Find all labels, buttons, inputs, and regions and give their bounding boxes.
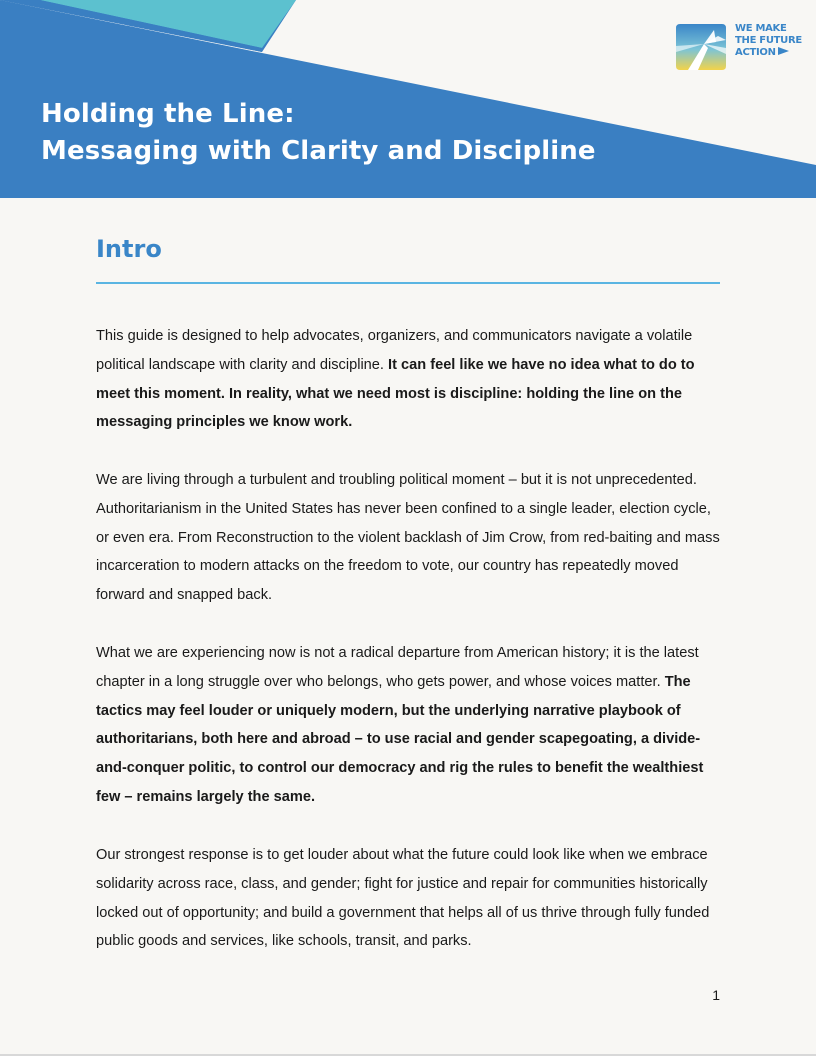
logo-line-3-text: ACTION — [735, 47, 776, 58]
title-line-2: Messaging with Clarity and Discipline — [41, 136, 596, 166]
intro-paragraph-1-emphasis: It can feel like we have no idea what to do to meet this moment. In reality, what we need most is discipline: holding the line on the messaging principles we know work. — [96, 356, 695, 431]
intro-paragraph-1-text: This guide is designed to help advocates, organizers, and communicators navigate a volatile political landscape with clarity and discipline. — [96, 328, 693, 373]
page-number: 1 — [712, 987, 720, 1003]
header-banner — [0, 0, 816, 198]
logo-line-1: WE MAKE — [735, 23, 787, 34]
intro-paragraph-4: Our strongest response is to get louder about what the future could look like when we embrace solidarity across race, class, and gender; fight for justice and repair for communities historically locked out of opportunity; and build a government that helps all of us thrive through fully funded public goods and services, like schools, transit, and parks. — [96, 847, 710, 950]
intro-paragraph-3 — [96, 639, 720, 812]
we-make-the-future-logo — [674, 22, 802, 74]
arrow-icon — [778, 47, 789, 55]
logo-line-3 — [735, 47, 802, 59]
section-heading-intro: Intro — [96, 235, 162, 263]
logo-wordmark — [735, 23, 802, 59]
sunburst-logo-icon — [674, 22, 728, 72]
section-divider — [96, 282, 720, 284]
intro-paragraph-1 — [96, 322, 720, 437]
intro-paragraph-3-text: What we are experiencing now is not a radical departure from American history; it is the latest chapter in a long struggle over who belongs, who gets power, and whose voices matter. — [96, 645, 699, 690]
intro-paragraph-3-emphasis: The tactics may feel louder or uniquely modern, but the underlying narrative playbook of authoritarians, both here and abroad – to use racial and gender scapegoating, a divide-and-conquer politic, to control our democracy and rig the rules to benefit the wealthiest few – remains largely the same. — [96, 673, 704, 805]
title-line-1: Holding the Line: — [41, 99, 295, 129]
page-title — [41, 96, 596, 170]
intro-paragraph-2: We are living through a turbulent and troubling political moment – but it is not unprecedented. Authoritarianism in the United States has never been confined to a single leader, election cycle, or even era. From Reconstruction to the violent backlash of Jim Crow, from red-baiting and mass incarceration to modern attacks on the freedom to vote, our country has repeatedly moved forward and snapped back. — [96, 472, 720, 604]
logo-line-2: THE FUTURE — [735, 35, 802, 46]
